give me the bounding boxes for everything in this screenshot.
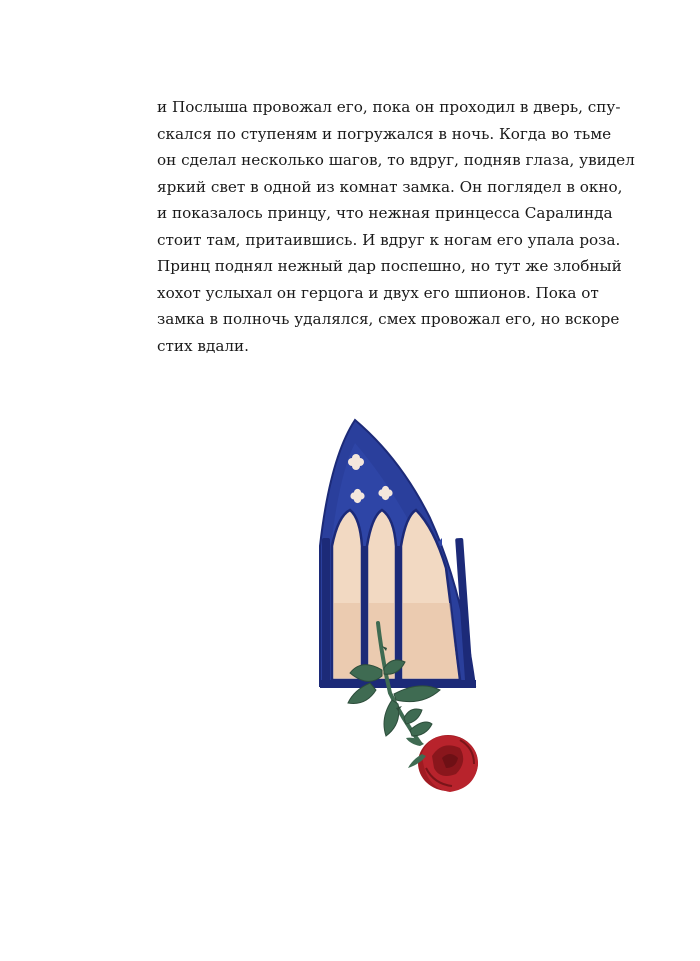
paragraph-line: хохот услыхал он герцога и двух его шпионов. Пока от [157,283,599,302]
paragraph-line: яркий свет в одной из комнат замка. Он поглядел в окно, [157,177,623,196]
paragraph-line: и показалось принцу, что нежная принцесса Саралинда [157,204,613,222]
paragraph-line: и Послыша провожал его, пока он проходил в дверь, спу- [157,98,621,116]
window-sill [320,680,476,688]
paragraph-line: стих вдали. [157,336,249,355]
paragraph-line: Принц поднял нежный дар поспешно, но тут же злобный [157,257,622,275]
story-paragraph [157,94,635,359]
paragraph-line: стоит там, притаившись. И вдруг к ногам его упала роза. [157,230,621,249]
paragraph-line: он сделал несколько шагов, то вдруг, подняв глаза, увидел [157,151,635,169]
rose-bloom [406,735,478,792]
paragraph-line: замка в полночь удалялся, смех провожал его, но вскоре [157,310,620,328]
paragraph-line: скался по ступеням и погружался в ночь. Когда во тьме [157,124,612,143]
gothic-window-with-rose-icon [310,418,500,798]
